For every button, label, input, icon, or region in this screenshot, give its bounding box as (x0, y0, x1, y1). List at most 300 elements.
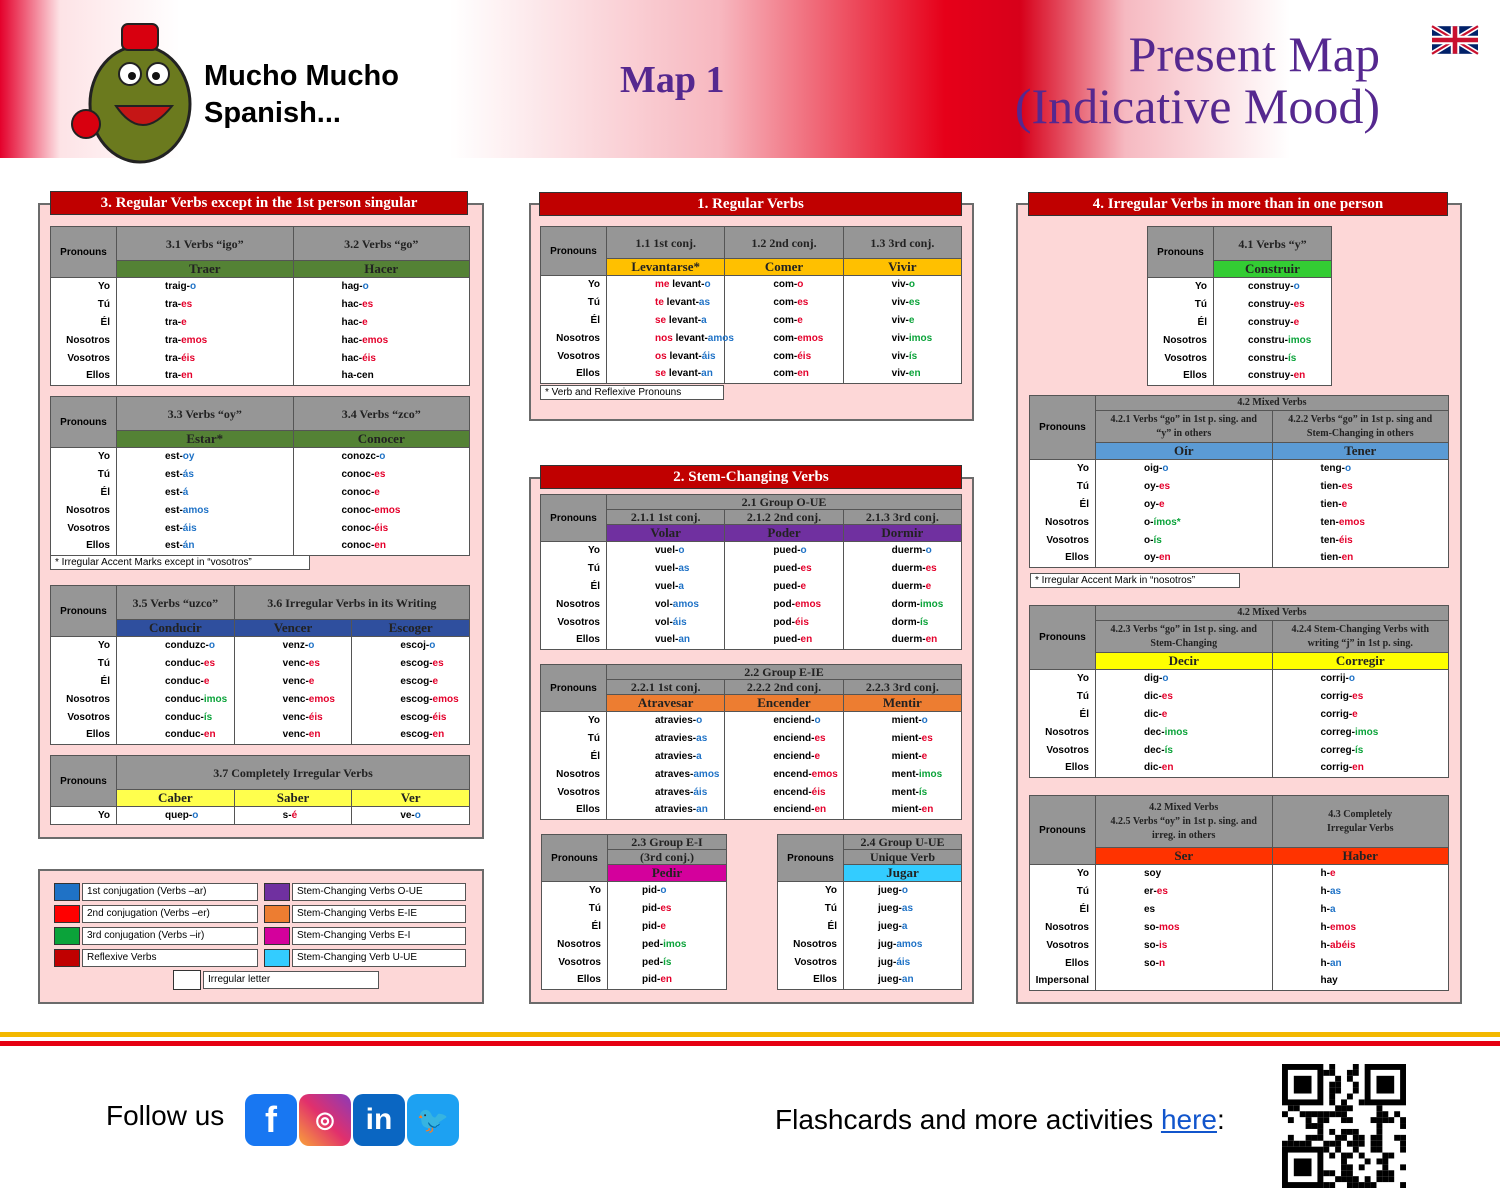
conjugation-form (655, 297, 710, 308)
uk-flag-icon[interactable] (1432, 26, 1478, 54)
ending: en (1352, 762, 1364, 774)
table-row (778, 882, 962, 900)
conjugation-cell (843, 730, 961, 748)
conjugation-cell (725, 294, 843, 312)
conjugation-cell (725, 784, 843, 802)
conjugation-form (400, 712, 446, 723)
table-3-5-3-6 (50, 585, 470, 745)
table-row (542, 972, 727, 990)
conjugation-cell (1214, 368, 1332, 386)
stem: h- (1320, 957, 1330, 969)
footer-stripe-red (0, 1041, 1500, 1046)
conjugation-form (1144, 762, 1173, 773)
table-row (541, 276, 962, 294)
table-row (1030, 532, 1449, 550)
table-row (542, 900, 727, 918)
conjugation-cell (607, 596, 725, 614)
pronoun-cell: Nosotros (51, 332, 117, 350)
conjugation-cell (234, 709, 352, 727)
conjugation-form (1144, 958, 1165, 969)
stem: correg- (1320, 744, 1355, 756)
conjugation-cell (117, 538, 294, 556)
conjugation-form (655, 563, 689, 574)
legend-label: 3rd conjugation (Verbs –ir) (82, 927, 258, 945)
pronoun-cell: Tú (1030, 688, 1096, 706)
stem: conduc- (165, 693, 204, 705)
conjugation-cell (117, 655, 235, 673)
conjugation-form (1321, 762, 1364, 773)
stem: jueg- (878, 902, 902, 914)
ending: e (797, 314, 803, 326)
conjugation-form (400, 729, 444, 740)
conjugation-form (655, 279, 711, 290)
footer-stripe-yellow (0, 1032, 1500, 1037)
conjugation-form (1321, 552, 1354, 563)
conjugation-cell (725, 614, 843, 632)
stem: est- (165, 450, 183, 462)
ending: amos (896, 938, 923, 950)
ending: es (908, 296, 921, 308)
ending: es (308, 657, 320, 669)
pronoun-cell: Ellos (51, 368, 117, 386)
conjugation-form (165, 712, 212, 723)
pronoun-cell: Vosotros (1030, 742, 1096, 760)
ending: emos (794, 598, 822, 610)
conjugation-cell (117, 502, 294, 520)
conjugation-form (165, 658, 215, 669)
qr-code[interactable] (1282, 1064, 1406, 1188)
stem: hag- (341, 280, 363, 292)
stem: se levant- (655, 314, 702, 326)
ending: an (701, 368, 713, 380)
stem: ment- (891, 786, 919, 798)
conjugation-cell (1214, 314, 1332, 332)
table-row (51, 332, 470, 350)
table-row (541, 766, 962, 784)
ending: o (1162, 672, 1169, 684)
conjugation-cell (607, 366, 725, 384)
stem: conduzc- (165, 639, 209, 651)
ending: o (1344, 462, 1352, 474)
ending: imos (908, 332, 933, 344)
legend-label: 1st conjugation (Verbs –ar) (82, 883, 258, 901)
accent-note: * Irregular Accent Marks except in “vosotros” (50, 555, 310, 570)
stem: conoc- (341, 486, 375, 498)
pronoun-cell: Vosotros (1030, 937, 1096, 955)
legend-swatch (264, 883, 290, 901)
conjugation-form (342, 540, 386, 551)
stem: encend- (773, 768, 812, 780)
stem: dec- (1144, 726, 1165, 738)
stem: conduc- (165, 729, 204, 741)
ending: imos (1288, 334, 1312, 346)
table-row (778, 936, 962, 954)
stem: h- (1320, 885, 1330, 897)
stem: so- (1144, 921, 1159, 933)
conjugation-form (892, 333, 933, 344)
col-header (1096, 796, 1273, 848)
conjugation-cell (843, 366, 961, 384)
conjugation-cell (843, 578, 961, 596)
conjugation-form (642, 974, 672, 985)
ending: o (414, 809, 421, 821)
conjugation-form (773, 351, 811, 362)
conjugation-cell (725, 802, 843, 820)
conjugation-cell (608, 918, 727, 936)
pronoun-cell: Vosotros (51, 350, 117, 368)
conjugation-cell (1214, 350, 1332, 368)
conjugation-form (655, 715, 702, 726)
irregular-letter-swatch (173, 970, 201, 990)
ending: e (908, 314, 915, 326)
conjugation-form (165, 281, 196, 292)
conjugation-cell (843, 542, 961, 560)
verb-header: Conocer (293, 431, 470, 448)
conjugation-cell (1272, 706, 1449, 724)
pronoun-cell: Tú (541, 730, 607, 748)
conjugation-form (165, 505, 209, 516)
pronoun-cell: Vosotros (51, 520, 117, 538)
mascot-logo (72, 14, 202, 164)
conjugation-form (642, 921, 666, 932)
conjugation-cell (1272, 514, 1449, 532)
pronoun-cell: Vosotros (542, 954, 608, 972)
conjugation-form (655, 581, 684, 592)
conjugation-cell (725, 330, 843, 348)
ending: e (374, 486, 380, 498)
ending: án (182, 540, 195, 552)
table-3-1-3-2 (50, 226, 470, 386)
conjugation-form: soy (1144, 867, 1162, 879)
conjugation-cell (352, 709, 470, 727)
ending: e (362, 316, 368, 328)
table-row (541, 784, 962, 802)
verb-header: Vivir (843, 259, 961, 276)
stem: viv- (891, 332, 909, 344)
pronoun-cell: Tú (51, 466, 117, 484)
conjugation-cell (117, 350, 294, 368)
stem: enciend- (773, 804, 815, 816)
conjugation-cell (1096, 688, 1273, 706)
pronoun-cell: Él (541, 312, 607, 330)
conjugation-cell (1272, 670, 1449, 688)
stem: os levant- (655, 350, 702, 362)
ending: éis (794, 616, 809, 628)
conjugation-cell (293, 314, 470, 332)
ending: o (921, 714, 928, 726)
conjugation-form (1144, 481, 1170, 492)
verb-header: Ver (352, 790, 470, 807)
table-4-2-5-4-3 (1029, 795, 1449, 991)
here-link[interactable]: here (1160, 1104, 1217, 1135)
pronoun-cell: Él (542, 918, 608, 936)
reflexive-pronoun: se (655, 368, 669, 380)
stem: dig- (1144, 672, 1163, 684)
conjugation-form (773, 787, 825, 798)
stem: escog- (400, 657, 433, 669)
conjugation-cell (1096, 901, 1273, 919)
conjugation-form (892, 368, 921, 379)
group-header: 2.1 Group O-UE (607, 495, 962, 510)
verb-levantarse: Levantarse* (631, 259, 700, 274)
conjugation-form (1144, 463, 1168, 474)
stem: viv- (891, 368, 909, 380)
conjugation-cell (1096, 514, 1273, 532)
conjugation-form (642, 957, 671, 968)
conjugation-cell (234, 637, 352, 655)
stem: vol- (655, 616, 673, 628)
stem: ha- (341, 370, 357, 382)
pronoun-cell: Él (51, 484, 117, 502)
stem: atravies- (655, 732, 697, 744)
pronoun-cell: Yo (1030, 460, 1096, 478)
ending: oy (182, 450, 195, 462)
conjugation-cell (1096, 478, 1273, 496)
pronoun-cell: Yo (1030, 865, 1096, 883)
stem: tra- (165, 298, 182, 310)
conjugation-cell (725, 632, 843, 650)
pronoun-cell: Ellos (541, 632, 607, 650)
table-2-2 (540, 664, 962, 820)
conjugation-form (892, 787, 928, 798)
ending: éis (811, 786, 826, 798)
conjugation-form (283, 712, 323, 723)
ending: es (925, 562, 937, 574)
stem: conduc- (165, 675, 204, 687)
reflexive-pronoun: me (655, 278, 673, 290)
brand-line2: Spanish... (204, 97, 341, 129)
stem: com- (773, 278, 798, 290)
conjugation-cell (843, 784, 961, 802)
pronoun-cell: Nosotros (541, 766, 607, 784)
pronouns-header: Pronouns (1148, 227, 1214, 278)
stem: oy- (1144, 498, 1159, 510)
stem: tra- (165, 334, 182, 346)
conjugation-form (773, 751, 820, 762)
stem: ped- (642, 938, 664, 950)
table-row (1030, 883, 1449, 901)
pronoun-cell: Él (778, 918, 844, 936)
stem: conduc- (165, 657, 204, 669)
table-row (542, 882, 727, 900)
conjugation-cell (293, 332, 470, 350)
ending: es (660, 902, 672, 914)
table-row (778, 900, 962, 918)
ending: amos (693, 768, 720, 780)
conjugation-form (1248, 317, 1299, 328)
conjugation-cell (607, 560, 725, 578)
conjugation-form (655, 333, 734, 344)
conjugation-form (773, 715, 820, 726)
facebook-icon[interactable]: f (245, 1094, 297, 1146)
conjugation-form (892, 315, 915, 326)
stem: conozc- (341, 450, 380, 462)
pronoun-cell: Ellos (1148, 368, 1214, 386)
ending: éis (1338, 534, 1353, 546)
legend-label: Reflexive Verbs (82, 949, 258, 967)
conjugation-cell (1096, 532, 1273, 550)
verb-header: Construir (1214, 261, 1332, 278)
pronouns-header: Pronouns (1030, 396, 1096, 460)
conjugation-cell (352, 673, 470, 691)
conjugation-form (1248, 370, 1305, 381)
ending: en (921, 804, 934, 816)
ending: es (921, 732, 933, 744)
conjugation-cell (352, 727, 470, 745)
pronoun-cell: Nosotros (1030, 919, 1096, 937)
ending: emos (432, 693, 459, 705)
conjugation-cell (293, 502, 470, 520)
verb-header: Haber (1272, 848, 1449, 865)
conjugation-form: hay (1320, 975, 1338, 987)
table-row (51, 502, 470, 520)
verb-header: Caber (117, 790, 235, 807)
conjugation-cell (117, 709, 235, 727)
stem: s- (282, 809, 292, 821)
table-row (1148, 278, 1332, 296)
stem: est- (165, 486, 183, 498)
stem: me levant- (655, 278, 705, 290)
conjugation-cell (1096, 919, 1273, 937)
stem: hac- (341, 352, 363, 364)
conjugation-form (773, 563, 811, 574)
conjugation-form (773, 279, 803, 290)
conjugation-cell (1272, 955, 1449, 973)
stem: duerm- (891, 562, 926, 574)
pronoun-cell: Tú (51, 655, 117, 673)
ending: as (1329, 885, 1342, 897)
stem: construy- (1248, 298, 1294, 310)
pronoun-cell: Vosotros (778, 954, 844, 972)
conjugation-cell (607, 784, 725, 802)
conjugation-cell (607, 730, 725, 748)
table-row (1030, 865, 1449, 883)
pronoun-cell: Nosotros (1030, 514, 1096, 532)
pronouns-header: Pronouns (1030, 606, 1096, 670)
conjugation-cell (607, 348, 725, 366)
table-row (1030, 706, 1449, 724)
conjugation-form (342, 317, 368, 328)
stem: tien- (1320, 480, 1342, 492)
conjugation-form (892, 634, 938, 645)
table-row (1148, 368, 1332, 386)
ending: o (696, 714, 703, 726)
pronoun-cell: Ellos (51, 538, 117, 556)
stem: dorm- (891, 598, 920, 610)
conjugation-form (655, 787, 707, 798)
conjugation-form (283, 810, 297, 821)
conjugation-cell (844, 900, 962, 918)
stem: ten- (1320, 516, 1339, 528)
conjugation-cell (725, 712, 843, 730)
conjugation-cell (293, 448, 470, 466)
stem: vuel- (655, 634, 679, 646)
stem: est- (165, 468, 183, 480)
conjugation-form (342, 451, 386, 462)
instagram-icon[interactable]: ◎ (299, 1094, 351, 1146)
conjugation-cell (293, 520, 470, 538)
conjugation-cell (1096, 742, 1273, 760)
conjugation-cell (117, 466, 294, 484)
ending: o (925, 544, 932, 556)
conjugation-cell (234, 727, 352, 745)
ending: o (901, 884, 908, 896)
pronoun-cell: Él (1030, 496, 1096, 514)
conjugation-cell (843, 596, 961, 614)
ending: as (901, 902, 914, 914)
ending: imos (203, 693, 228, 705)
pronoun-cell: Ellos (542, 972, 608, 990)
ending: en (797, 368, 809, 380)
ending: o (1162, 462, 1169, 474)
ending: áis (672, 616, 687, 628)
col-header: 4.2.4 Stem-Changing Verbs with writing “j” in 1st p. sing. (1272, 621, 1449, 653)
conjugation-cell (725, 312, 843, 330)
ending: en (203, 729, 216, 741)
col-header: 3.3 Verbs “oy” (117, 397, 294, 431)
conjugation-form (773, 368, 809, 379)
verb-header: Saber (234, 790, 352, 807)
conjugation-cell (293, 278, 470, 296)
table-4-1 (1147, 226, 1332, 386)
table-row (51, 709, 470, 727)
ending: o (814, 714, 821, 726)
ending: es (203, 657, 216, 669)
verb-header: Atravesar (607, 695, 725, 712)
twitter-icon[interactable]: 🐦 (407, 1094, 459, 1146)
table-row (1030, 478, 1449, 496)
stem: jueg- (878, 974, 902, 986)
stem: conduc- (165, 711, 204, 723)
conjugation-cell (843, 712, 961, 730)
linkedin-icon[interactable]: in (353, 1094, 405, 1146)
table-row (51, 278, 470, 296)
ending: e (1329, 867, 1336, 879)
stem: o- (1144, 534, 1154, 546)
conjugation-cell (1272, 865, 1449, 883)
conjugation-form (892, 279, 915, 290)
pronouns-header: Pronouns (541, 665, 607, 712)
table-1 (540, 226, 962, 384)
conjugation-cell (844, 882, 962, 900)
conjugation-form (165, 353, 195, 364)
table-row (1030, 919, 1449, 937)
conjugation-cell (725, 276, 843, 294)
conjugation-cell (725, 596, 843, 614)
conjugation-cell (293, 296, 470, 314)
ending: o (362, 280, 369, 292)
ending: as (698, 296, 711, 308)
ending: an (678, 634, 691, 646)
stem: constru- (1248, 352, 1288, 364)
conjugation-form (165, 810, 198, 821)
conjugation-cell (1272, 496, 1449, 514)
pronoun-cell: Yo (541, 712, 607, 730)
stem: dic- (1144, 690, 1162, 702)
conjugation-form (1321, 463, 1352, 474)
conjugation-cell (1096, 973, 1273, 991)
conjugation-form (342, 353, 376, 364)
conjugation-form (165, 487, 188, 498)
conjugation-form (1248, 281, 1300, 292)
conjugation-cell (352, 655, 470, 673)
table-row (51, 368, 470, 386)
conjugation-form (655, 634, 690, 645)
verb-header (607, 259, 725, 276)
pronoun-cell: Ellos (1030, 550, 1096, 568)
pronoun-cell: Vosotros (51, 709, 117, 727)
table-4-2-1 (1029, 395, 1449, 568)
